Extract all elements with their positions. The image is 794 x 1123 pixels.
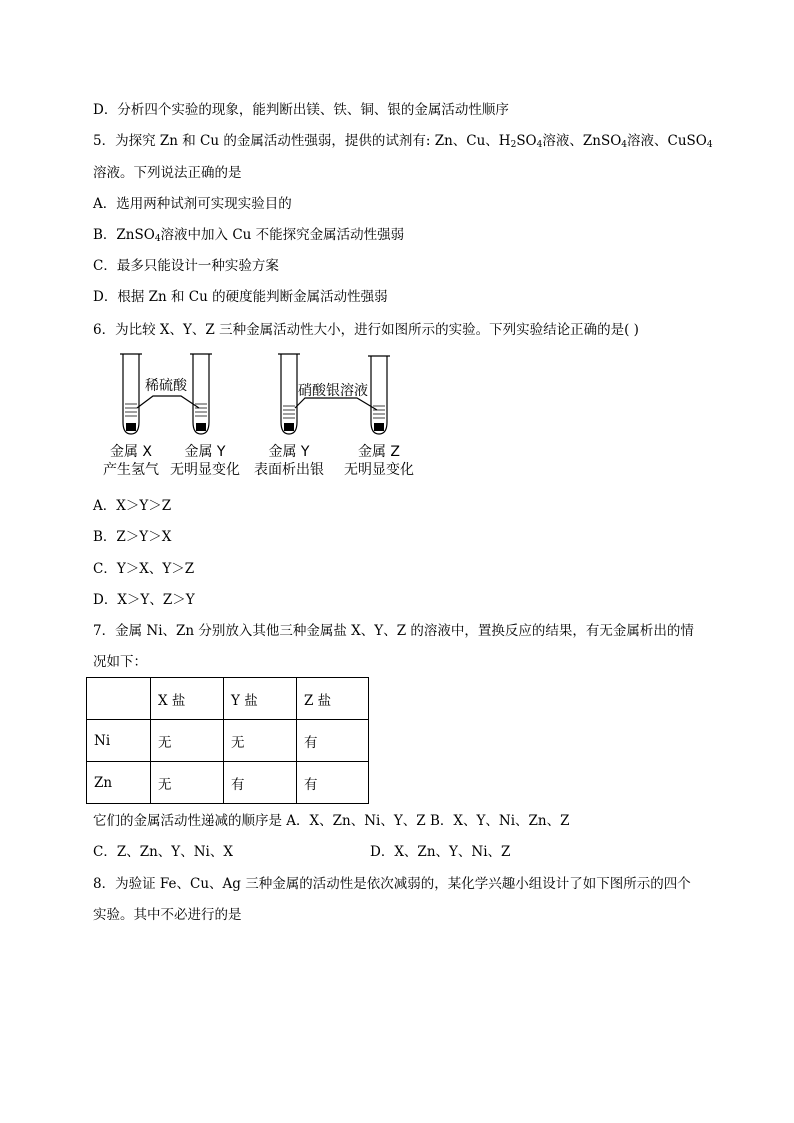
test-tube-diagram [95, 350, 425, 480]
tube-4-metal: 金属 Z [357, 444, 401, 460]
test-tube-4 [368, 356, 390, 434]
q7-stem-line1: 7．金属 Ni、Zn 分别放入其他三种金属盐 X、Y、Z 的溶液中，置换反应的结果，有无金属析出的情 [93, 623, 694, 639]
table-header-row [87, 678, 369, 720]
tube-2-metal: 金属 Y [184, 444, 226, 460]
table-cell: Y 盐 [224, 678, 297, 720]
table-cell: Zn [87, 762, 151, 804]
table-cell: X 盐 [151, 678, 224, 720]
table-cell: 无 [224, 720, 297, 762]
test-tube-2 [190, 354, 212, 434]
table-cell: 无 [151, 762, 224, 804]
q5-stem-line2: 溶液。下列说法正确的是 [93, 165, 242, 181]
q5-option-a: A．选用两种试剂可实现实验目的 [93, 196, 292, 212]
table-cell: 有 [224, 762, 297, 804]
q6-stem: 6．为比较 X、Y、Z 三种金属活动性大小，进行如图所示的实验。下列实验结论正确的是( ) [93, 322, 639, 338]
q8-stem-line2: 实验。其中不必进行的是 [93, 907, 242, 923]
tube-4-result: 无明显变化 [344, 462, 414, 478]
tube-1-metal: 金属 X [109, 444, 153, 460]
q7-option-c: C．Z、Zn、Y、Ni、X [93, 844, 233, 860]
test-tube-3 [278, 354, 300, 434]
q7-answer-line1: 它们的金属活动性递减的顺序是 A．X、Zn、Ni、Y、Z B．X、Y、Ni、Zn、Z [93, 813, 570, 829]
q5-stem-line1: 5．为探究 Zn 和 Cu 的金属活动性强弱，提供的试剂有: Zn、Cu、$H_2SO_4$溶液、ZnSO$_4$溶液、CuSO$_4$ [93, 133, 713, 150]
table-row [87, 762, 369, 804]
test-tube-1 [120, 354, 142, 434]
table-cell: 有 [297, 762, 369, 804]
tube-1-result: 产生氢气 [103, 462, 159, 478]
q8-stem-line1: 8．为验证 Fe、Cu、Ag 三种金属的活动性是依次减弱的，某化学兴趣小组设计了如下图所示的四个 [93, 876, 691, 892]
q6-option-c: C．Y＞X、Y＞Z [93, 561, 195, 577]
q5-option-c: C．最多只能设计一种实验方案 [93, 258, 279, 274]
q5-option-d: D．根据 Zn 和 Cu 的硬度能判断金属活动性强弱 [93, 289, 388, 305]
tube-2-result: 无明显变化 [170, 462, 240, 478]
q4-option-d: D．分析四个实验的现象，能判断出镁、铁、铜、银的金属活动性顺序 [93, 102, 509, 118]
tube-3-result: 表面析出银 [254, 462, 324, 478]
salt-reaction-table [86, 677, 369, 804]
label-silver-nitrate-solution: 硝酸银溶液 [298, 383, 368, 399]
table-cell [87, 678, 151, 720]
label-dilute-sulfuric-acid: 稀硫酸 [145, 378, 187, 394]
q7-stem-line2: 况如下： [93, 654, 147, 670]
q6-option-b: B．Z＞Y＞X [93, 529, 172, 545]
q6-option-d: D．X＞Y、Z＞Y [93, 592, 195, 608]
table-cell: 有 [297, 720, 369, 762]
tube-3-metal: 金属 Y [268, 444, 310, 460]
q7-option-d: D．X、Zn、Y、Ni、Z [370, 844, 511, 860]
table-cell: Ni [87, 720, 151, 762]
table-cell: 无 [151, 720, 224, 762]
table-row [87, 720, 369, 762]
q5-option-b: B．ZnSO$_4$溶液中加入 Cu 不能探究金属活动性强弱 [93, 227, 405, 244]
q6-option-a: A．X＞Y＞Z [93, 498, 172, 514]
table-cell: Z 盐 [297, 678, 369, 720]
